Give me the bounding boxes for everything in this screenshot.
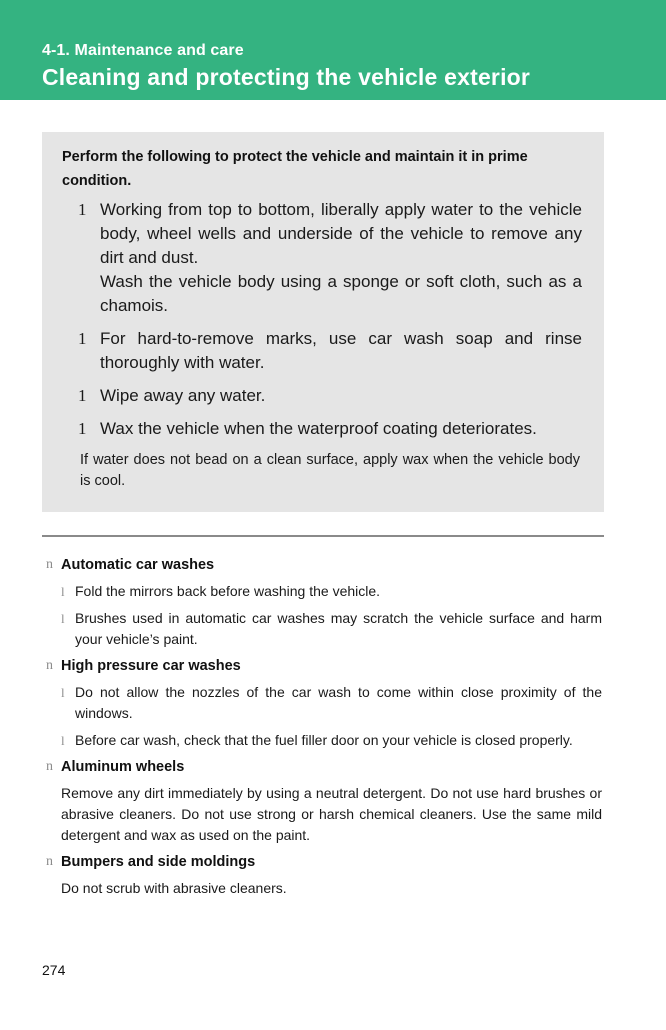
section-label: 4-1. Maintenance and care (42, 42, 244, 59)
section-heading (46, 555, 602, 575)
step-text: For hard-to-remove marks, use car wash soap and rinse thoroughly with water. (100, 329, 582, 372)
list-item (46, 730, 602, 751)
list-item (46, 608, 602, 650)
list-item-text: Before car wash, check that the fuel filler door on your vehicle is closed properly. (75, 732, 573, 748)
step-text: Wax the vehicle when the waterproof coating deteriorates. (100, 419, 537, 438)
step-text: Working from top to bottom, liberally apply water to the vehicle body, wheel wells and underside of the vehicle to remove any dirt and dust. (100, 200, 582, 267)
step-bullet: 1 (78, 419, 87, 438)
step-subtext: Wash the vehicle body using a sponge or soft cloth, such as a chamois. (100, 272, 582, 315)
section-heading-text: Aluminum wheels (61, 759, 185, 775)
square-bullet-icon: n (46, 557, 53, 572)
step-item (78, 384, 582, 408)
step-text: Wipe away any water. (100, 386, 266, 405)
section-heading (46, 757, 602, 777)
step-item (78, 198, 582, 318)
list-item-text: Brushes used in automatic car washes may scratch the vehicle surface and harm your vehicle’s paint. (75, 610, 602, 647)
section-divider (42, 535, 604, 537)
bullet-icon: l (61, 733, 65, 748)
section-heading-text: Automatic car washes (61, 557, 215, 573)
square-bullet-icon: n (46, 854, 53, 869)
step-item (78, 327, 582, 375)
step-bullet: 1 (78, 329, 87, 348)
square-bullet-icon: n (46, 759, 53, 774)
section-heading (46, 656, 602, 676)
step-item (78, 417, 582, 441)
bullet-icon: l (61, 611, 65, 626)
list-item (46, 682, 602, 724)
step-bullet: 1 (78, 386, 87, 405)
section-paragraph: Do not scrub with abrasive cleaners. (61, 880, 287, 896)
list-item-text: Do not allow the nozzles of the car wash to come within close proximity of the windows. (75, 684, 602, 721)
page-number: 274 (42, 962, 66, 978)
list-item-text: Fold the mirrors back before washing the vehicle. (75, 583, 381, 599)
bullet-icon: l (61, 584, 65, 599)
intro-box (42, 132, 604, 512)
section-heading-text: Bumpers and side moldings (61, 854, 256, 870)
list-item (46, 581, 602, 602)
page-title: Cleaning and protecting the vehicle exterior (42, 64, 531, 90)
bullet-icon: l (61, 685, 65, 700)
intro-note: If water does not bead on a clean surface, apply wax when the vehicle body is cool. (80, 452, 580, 489)
section-heading-text: High pressure car washes (61, 658, 241, 674)
step-list (78, 198, 582, 450)
square-bullet-icon: n (46, 658, 53, 673)
info-sections (46, 555, 602, 905)
intro-text: Perform the following to protect the vehicle and maintain it in prime condition. (62, 149, 528, 189)
section-heading (46, 852, 602, 872)
section-paragraph: Remove any dirt immediately by using a neutral detergent. Do not use hard brushes or abrasive cleaners. Do not use strong or harsh chemical cleaners. Use the same mild detergent and wax as used on the paint. (61, 785, 602, 843)
step-bullet: 1 (78, 200, 87, 219)
chapter-header (0, 0, 666, 100)
